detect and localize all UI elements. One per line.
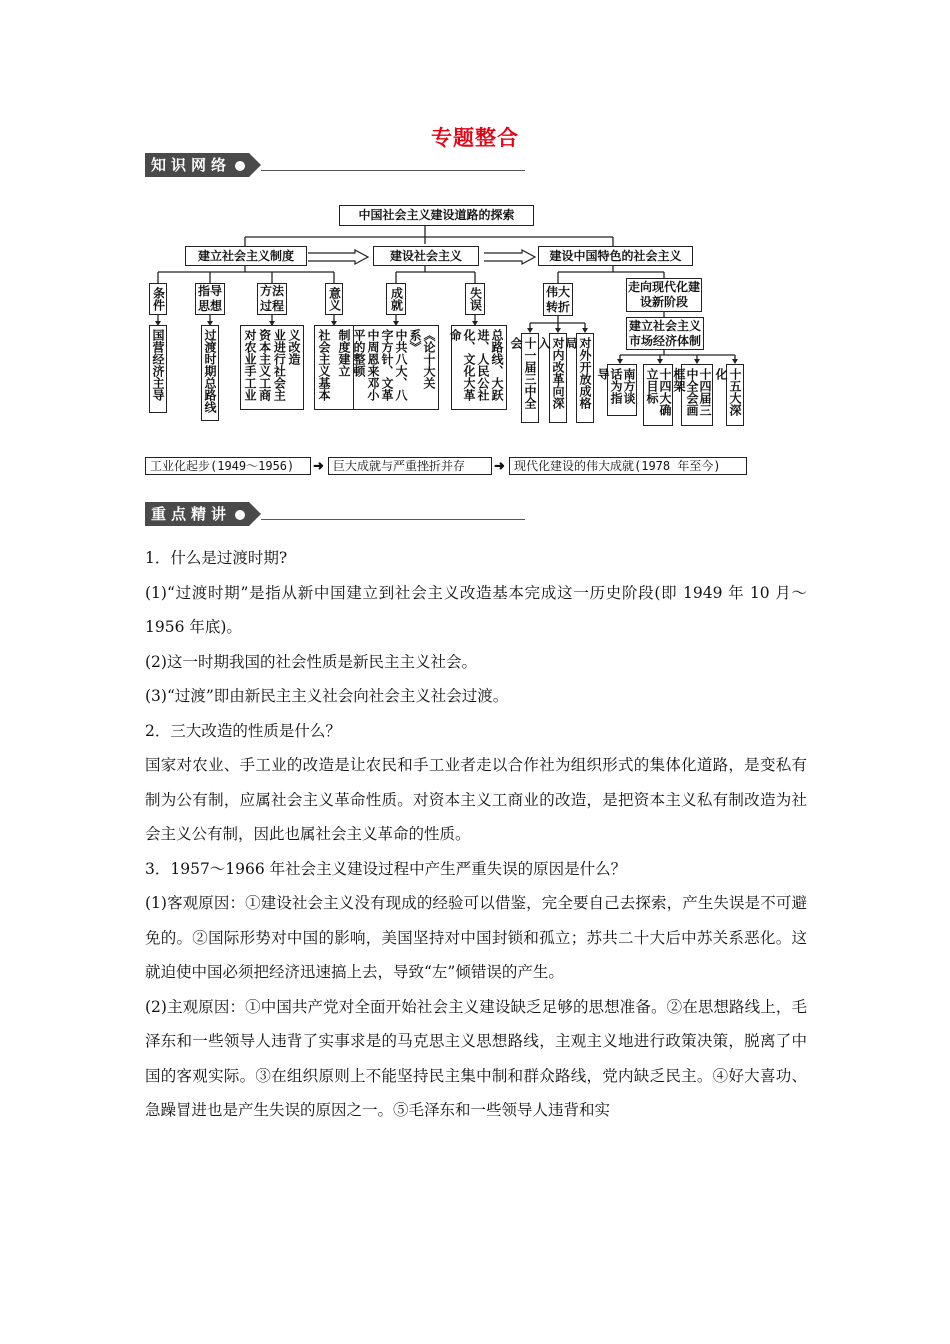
diagram-leaf-14th-congress (643, 364, 673, 426)
diagram-node-label: 条件 (151, 287, 166, 311)
diagram-leaf-line: 十四大确立目标 (645, 368, 672, 416)
diagram-node-label: 成就 (389, 287, 404, 311)
diagram-leaf-line: 资本主义工商 (257, 329, 272, 401)
diagram-leaf-15th-congress: 十五大深化 (726, 364, 744, 426)
section-label (145, 153, 249, 177)
diagram-leaf-line: 总路线、大跃 (490, 329, 504, 401)
diagram-node-label: 方法过程 (259, 284, 284, 313)
diagram-leaf-condition: 国营经济主导 (149, 325, 167, 413)
diagram-leaf-line: 中共八大、八 (394, 329, 408, 401)
diagram-leaf-reform: 对内改革向深入 (549, 333, 567, 423)
diagram-node-meaning (325, 283, 343, 315)
arrow-right-icon: ➜ (313, 459, 324, 474)
timeline-modernization: 现代化建设的伟大成就(1978 年至今) (509, 457, 747, 475)
diagram-leaf-meaning (314, 325, 354, 410)
diagram-leaf-line: 南方谈话为指导 (596, 368, 636, 404)
diagram-node-guide (195, 283, 225, 315)
diagram-node-turning-point (543, 283, 573, 316)
diagram-node-method (257, 283, 287, 315)
diagram-node-label: 走向现代化建设新阶段 (628, 280, 701, 309)
section-title: 重点精讲 (151, 505, 232, 523)
timeline-achievements-setbacks: 巨大成就与严重挫折并存 (328, 457, 492, 475)
diagram-leaf-line: 进、人民公社 (476, 329, 490, 401)
diagram-stage-build: 建设社会主义 (373, 246, 479, 266)
paragraph: 国家对农业、手工业的改造是让农民和手工业者走以合作社为组织形式的集体化道路，是变私有制为公有制，应属社会主义革命性质。对资本主义工商业的改造，是把资本主义私有制改造为社会主义公有制，因此也属社会主义革命的性质。 (145, 756, 807, 843)
diagram-leaf-line: 义改造 (286, 329, 301, 365)
divider (261, 519, 525, 520)
question-1: 1．什么是过渡时期? (145, 549, 288, 567)
diagram-leaf-line: 对农业手工业 (243, 329, 257, 401)
diagram-leaf-line: 中周恩来邓小 (366, 329, 380, 401)
diagram-root: 中国社会主义建设道路的探索 (339, 205, 534, 226)
page-title: 专题整合 (431, 125, 519, 150)
diagram-leaf-line: 十四届三中全会画框架 (672, 368, 712, 416)
diagram-leaf-14th-plenum (672, 364, 713, 426)
main-content (145, 541, 807, 1128)
diagram-stage-establish: 建立社会主义制度 (185, 246, 307, 266)
diagram-leaf-line: 平的整顿 (352, 329, 366, 377)
diagram-node-failure (465, 283, 485, 315)
diagram-leaf-success (353, 325, 439, 410)
paragraph: (1)客观原因：①建设社会主义没有现成的经验可以借鉴，完全要自己去探索，产生失误是不可避免的。②国际形势对中国的影响，美国坚持对中国封锁和孤立；苏共二十大后中苏关系恶化。这就迫使中国必须把经济迅速搞上去，导致“左”倾错误的产生。 (145, 894, 807, 981)
diagram-node-label: 指导思想 (197, 284, 222, 313)
paragraph: (2)主观原因：①中国共产党对全面开始社会主义建设缺乏足够的思想准备。②在思想路线上，毛泽东和一些领导人违背了实事求是的马克思主义思想路线，主观主义地进行政策决策，脱离了中国的客观实际。③在组织原则上不能坚持民主集中制和群众路线，党内缺乏民主。④好大喜功、急躁冒进也是产生失误的原因之一。⑤毛泽东和一些领导人违背和实 (145, 997, 807, 1119)
question-2: 2．三大改造的性质是什么？ (145, 721, 341, 740)
diagram-leaf-line: 业进行社会主 (272, 329, 287, 401)
paragraph: (2)这一时期我国的社会性质是新民主主义社会。 (145, 652, 477, 671)
diagram-leaf-opening: 对外开放成格局 (576, 333, 594, 423)
diagram-node-label: 失误 (468, 287, 483, 311)
diagram-node-success (386, 283, 406, 315)
section-header-knowledge-network (145, 153, 525, 177)
diagram-node-label: 建立社会主义市场经济体制 (628, 318, 701, 348)
diagram-node-condition (149, 283, 167, 315)
diagram-node-label: 意义 (327, 287, 342, 311)
diagram-node-modernization (626, 278, 702, 312)
question-3: 3．1957～1966 年社会主义建设过程中产生严重失误的原因是什么？ (145, 859, 627, 878)
diagram-leaf-line: 化、文化大革命 (448, 329, 476, 401)
section-cap (249, 153, 261, 177)
diagram-leaf-guide: 过渡时期总路线 (201, 325, 219, 421)
bullet-icon (235, 161, 245, 171)
bullet-icon (235, 510, 245, 520)
arrow-right-icon: ➜ (494, 459, 505, 474)
diagram-leaf-southern-talks (596, 364, 637, 416)
diagram-stage-characteristics: 建设中国特色的社会主义 (538, 246, 693, 266)
divider (261, 170, 525, 171)
section-label (145, 502, 249, 526)
diagram-leaf-method (240, 325, 304, 410)
diagram-leaf-line: 制度建立 (337, 329, 351, 377)
diagram-leaf-line: 《论十大关系》 (408, 329, 436, 389)
paragraph: (3)“过渡”即由新民主主义社会向社会主义社会过渡。 (145, 687, 509, 705)
diagram-leaf-line: 字方针、文革 (380, 329, 394, 401)
section-cap (249, 502, 261, 526)
timeline-industrialization: 工业化起步(1949～1956) (145, 457, 311, 475)
diagram-node-label: 伟大转折 (545, 284, 570, 314)
section-title: 知识网络 (151, 156, 232, 174)
paragraph: (1)“过渡时期”是指从新中国建立到社会主义改造基本完成这一历史阶段(即 1949 年 10 月～1956 年底)。 (145, 583, 807, 636)
diagram-leaf-failure (448, 325, 507, 410)
diagram-leaf-line: 社会主义基本 (317, 329, 331, 401)
section-header-key-points (145, 502, 525, 526)
diagram-node-market-economy (626, 317, 704, 350)
diagram-leaf-third-plenum: 十一届三中全会 (521, 333, 539, 423)
